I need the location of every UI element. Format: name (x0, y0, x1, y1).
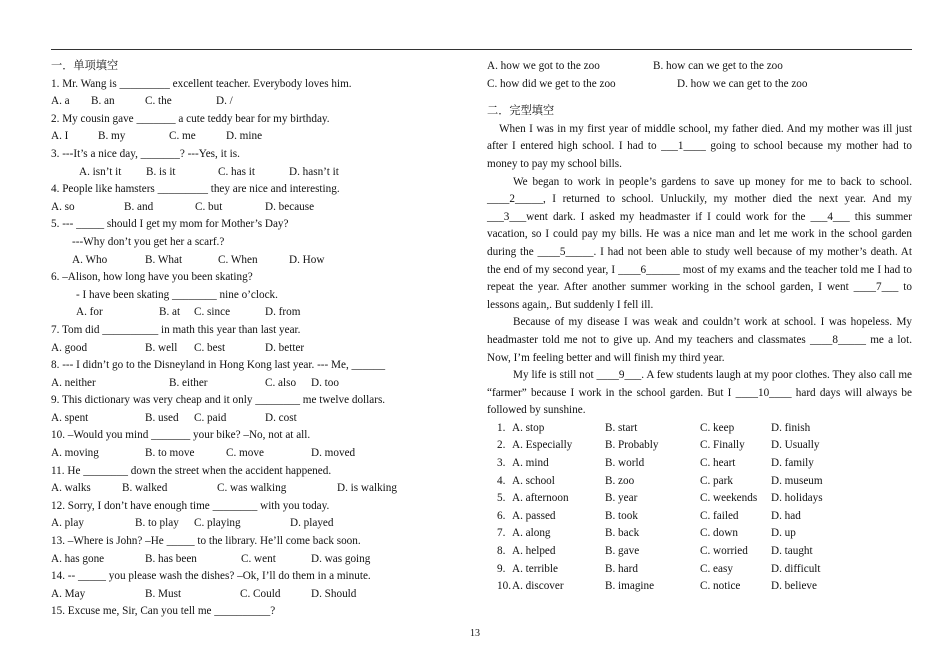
option-text: B. how can we get to the zoo (653, 60, 783, 72)
option-text: C. has it (218, 165, 255, 178)
question-line (51, 146, 466, 164)
option-text: A. good (51, 341, 88, 354)
question-text: 1. Mr. Wang is _________ excellent teacher. Everybody loves him. (51, 77, 352, 90)
question-text: 9. This dictionary was very cheap and it only ________ me twelve dollars. (51, 394, 386, 407)
option-text: C. but (195, 200, 223, 213)
answer-option: D. had (771, 509, 801, 522)
question-line (51, 216, 466, 234)
option-text: D. better (265, 341, 305, 354)
answer-number: 9. (497, 562, 506, 575)
answer-option: C. notice (700, 580, 741, 593)
question-text: 7. Tom did __________ in math this year than last year. (51, 323, 301, 336)
answer-option: C. worried (700, 545, 748, 558)
question-text: 11. He ________ down the street when the accident happened. (51, 464, 332, 477)
question-line (51, 463, 466, 481)
question-text: 15. Excuse me, Sir, Can you tell me __________? (51, 605, 276, 618)
answer-option: B. Probably (605, 439, 659, 452)
answer-row (487, 578, 912, 596)
option-text: C. me (169, 130, 196, 143)
cloze-paragraph: When I was in my first year of middle school, my father died. And my mother was ill just after I entered high school. I had to ___1____ going to school because my mother had to money to pay my school bills. (487, 122, 912, 170)
option-text: A. how we got to the zoo (487, 60, 600, 72)
question-line (51, 568, 466, 586)
answer-option: B. hard (605, 562, 638, 575)
answer-option: A. stop (512, 421, 545, 434)
question-line (51, 586, 466, 604)
question-line (51, 287, 466, 305)
answer-option: B. took (605, 509, 638, 522)
option-text: B. either (169, 376, 208, 389)
option-text: D. is walking (337, 482, 397, 495)
answer-option: C. down (700, 527, 738, 540)
option-text: D. how we can get to the zoo (677, 77, 808, 90)
question-line (51, 322, 466, 340)
question-text: 13. –Where is John? –He _____ to the library. He’ll come back soon. (51, 535, 361, 548)
question-line (51, 445, 466, 463)
option-text: B. an (91, 95, 115, 108)
answer-option: C. heart (700, 457, 736, 470)
answer-option: A. discover (512, 580, 564, 593)
option-text: D. was going (311, 552, 371, 565)
answer-option: A. Especially (512, 439, 573, 452)
question-line (51, 427, 466, 445)
question-text: ---Why don’t you get her a scarf.? (72, 235, 225, 248)
option-text: C. best (194, 341, 226, 354)
question-text: - I have been skating ________ nine o’clock. (76, 288, 278, 301)
answer-row (487, 543, 912, 561)
option-text: C. paid (194, 411, 227, 424)
option-text: B. to move (145, 447, 195, 460)
question-line (51, 375, 466, 393)
question-text: 12. Sorry, I don’t have enough time ________ with you today. (51, 499, 330, 512)
answer-row (487, 561, 912, 579)
answer-option: B. world (605, 457, 645, 470)
option-text: B. well (145, 341, 178, 354)
option-text: A. I (51, 130, 69, 143)
answer-option: C. keep (700, 421, 735, 434)
option-text: B. walked (122, 482, 168, 495)
question-text: 4. People like hamsters _________ they are nice and interesting. (51, 183, 340, 196)
question-line (51, 340, 466, 358)
question-line (51, 181, 466, 199)
answer-option: C. weekends (700, 492, 758, 505)
answer-option: D. family (771, 457, 814, 470)
answer-row (487, 437, 912, 455)
answer-row (487, 420, 912, 438)
answer-option: A. along (512, 527, 551, 540)
answer-option: A. passed (512, 509, 556, 522)
answer-number: 2. (497, 439, 506, 452)
question-line (51, 533, 466, 551)
option-text: C. went (241, 552, 276, 565)
answer-option: B. start (605, 421, 638, 434)
question-text: 14. -- _____ you please wash the dishes? –Ok, I’ll do them in a minute. (51, 570, 371, 583)
section-title-single-choice (51, 58, 466, 76)
cloze-paragraph: My life is still not ____9___. A few students laugh at my poor clothes. They also call me “farmer” because I work in the school garden. But I ____10____ hard days will always be followed by sunshine. (487, 369, 912, 417)
answer-option: D. holidays (771, 492, 823, 505)
question-text: 6. –Alison, how long have you been skating? (51, 271, 253, 284)
option-text: B. What (145, 253, 183, 266)
answer-option: B. imagine (605, 580, 655, 593)
option-text: A. has gone (51, 552, 105, 565)
question-text: 2. My cousin gave _______ a cute teddy bear for my birthday. (51, 112, 330, 125)
question-text: 8. --- I didn’t go to the Disneyland in Hong Kong last year. --- Me, ______ (51, 359, 386, 372)
option-text: C. playing (194, 517, 241, 530)
header-rule (51, 49, 912, 50)
option-text: C. was walking (217, 482, 287, 495)
question-line (51, 392, 466, 410)
question-line (51, 111, 466, 129)
answer-option: D. finish (771, 421, 811, 434)
answer-option: C. failed (700, 509, 739, 522)
option-text: A. a (51, 95, 70, 108)
question-line (51, 480, 466, 498)
answer-number: 10. (497, 580, 511, 593)
right-column (487, 58, 912, 596)
option-text: A. moving (51, 447, 99, 460)
option-text: A. neither (51, 376, 96, 389)
option-text: D. because (265, 200, 315, 213)
option-text: D. played (290, 517, 334, 530)
answer-row (487, 455, 912, 473)
option-text: B. is it (146, 165, 176, 178)
option-text: A. spent (51, 411, 89, 424)
question-line (51, 199, 466, 217)
answer-option: B. zoo (605, 474, 635, 487)
question-text: 3. ---It’s a nice day, _______? ---Yes, it is. (51, 147, 240, 160)
option-text: B. and (124, 200, 154, 213)
question-line (51, 603, 466, 621)
option-text: B. used (145, 411, 179, 424)
option-text: B. to play (135, 517, 179, 530)
answer-row (487, 473, 912, 491)
answer-number: 1. (497, 421, 506, 434)
answer-number: 5. (497, 492, 506, 505)
question-line (51, 128, 466, 146)
question-text: 5. --- _____ should I get my mom for Mother’s Day? (51, 218, 289, 231)
answer-option: A. afternoon (512, 492, 569, 505)
option-text: A. for (76, 306, 103, 319)
question-line (51, 551, 466, 569)
page-number: 13 (470, 628, 480, 639)
option-text: A. Who (72, 253, 108, 266)
option-text: D. mine (226, 130, 263, 143)
option-text: C. how did we get to the zoo (487, 77, 616, 90)
option-text: A. walks (51, 482, 91, 495)
question-text: 一．单项填空 (51, 60, 119, 72)
answer-number: 4. (497, 474, 506, 487)
answer-option: B. year (605, 492, 638, 505)
option-text: D. from (265, 306, 301, 319)
answer-number: 3. (497, 457, 506, 470)
question-line (51, 269, 466, 287)
answer-option: A. terrible (512, 562, 558, 575)
question-line (51, 357, 466, 375)
answer-number: 8. (497, 545, 506, 558)
option-text: A. isn’t it (79, 165, 122, 178)
answer-option: D. difficult (771, 562, 821, 575)
option-text: D. hasn’t it (289, 165, 339, 178)
option-text: B. Must (145, 587, 182, 600)
answer-option: B. gave (605, 545, 640, 558)
option-text: A. so (51, 200, 75, 213)
question-line (51, 93, 466, 111)
cloze-paragraph: Because of my disease I was weak and couldn’t work at school. I was hopeless. My headmaster told me not to give up. And my teachers and classmates ____8_____ me a lot. Now, I’m feeling better and will finish my third year. (487, 316, 912, 364)
option-text: B. at (159, 306, 181, 319)
option-text: D. moved (311, 447, 356, 460)
question-line (51, 410, 466, 428)
question-line (51, 515, 466, 533)
question-line (51, 498, 466, 516)
option-text: C. the (145, 95, 172, 108)
option-text: C. since (194, 306, 231, 319)
answer-option: A. helped (512, 545, 556, 558)
q15-options-line (487, 76, 912, 94)
answer-row (487, 490, 912, 508)
answer-option: C. park (700, 474, 733, 487)
question-line (51, 76, 466, 94)
option-text: A. play (51, 517, 84, 530)
option-text: D. How (289, 253, 325, 266)
answer-option: C. Finally (700, 439, 745, 452)
q15-options-line (487, 58, 912, 76)
question-line (51, 304, 466, 322)
option-text: A. May (51, 587, 86, 600)
answer-number: 6. (497, 509, 506, 522)
answer-option: A. mind (512, 457, 549, 470)
answer-option: C. easy (700, 562, 733, 575)
option-text: C. When (218, 253, 258, 266)
answer-option: D. up (771, 527, 796, 540)
option-text: D. / (216, 95, 233, 108)
option-text: B. my (98, 130, 126, 143)
answer-option: D. museum (771, 474, 823, 487)
answer-option: D. believe (771, 580, 817, 593)
cloze-paragraph: We began to work in people’s gardens to save up money for me to back to school. ____2_____, I returned to school. Unluckily, my mother died the next year. And my ___3___went dark. I asked my headmaster if I could work for the ___4___ this summer vacation, so I could pay my bills. He was a nice man and let me work in the school garden during the ____5_____. I had not been able to study well because of my mother’s death. At the end of my second year, I ____6______ most of my exams and the teacher told me I had to repeat the year. After another summer working in the school garden, I went ____7___ to lessons again,. But suddenly I fell ill. (487, 175, 912, 311)
left-column (51, 58, 466, 621)
answer-number: 7. (497, 527, 506, 540)
option-text: D. cost (265, 411, 297, 424)
option-text: C. also (265, 376, 297, 389)
question-line (51, 234, 466, 252)
option-text: C. Could (240, 587, 281, 600)
answer-row (487, 508, 912, 526)
answer-row (487, 525, 912, 543)
answer-option: D. taught (771, 545, 813, 558)
question-line (51, 252, 466, 270)
answer-option: B. back (605, 527, 640, 540)
section-title-cloze: 二．完型填空 (487, 105, 555, 118)
option-text: D. Should (311, 587, 357, 600)
option-text: D. too (311, 376, 339, 389)
option-text: B. has been (145, 552, 197, 565)
question-text: 10. –Would you mind _______ your bike? –No, not at all. (51, 429, 311, 442)
option-text: C. move (226, 447, 264, 460)
question-line (51, 164, 466, 182)
answer-option: A. school (512, 474, 555, 487)
answer-option: D. Usually (771, 439, 820, 452)
